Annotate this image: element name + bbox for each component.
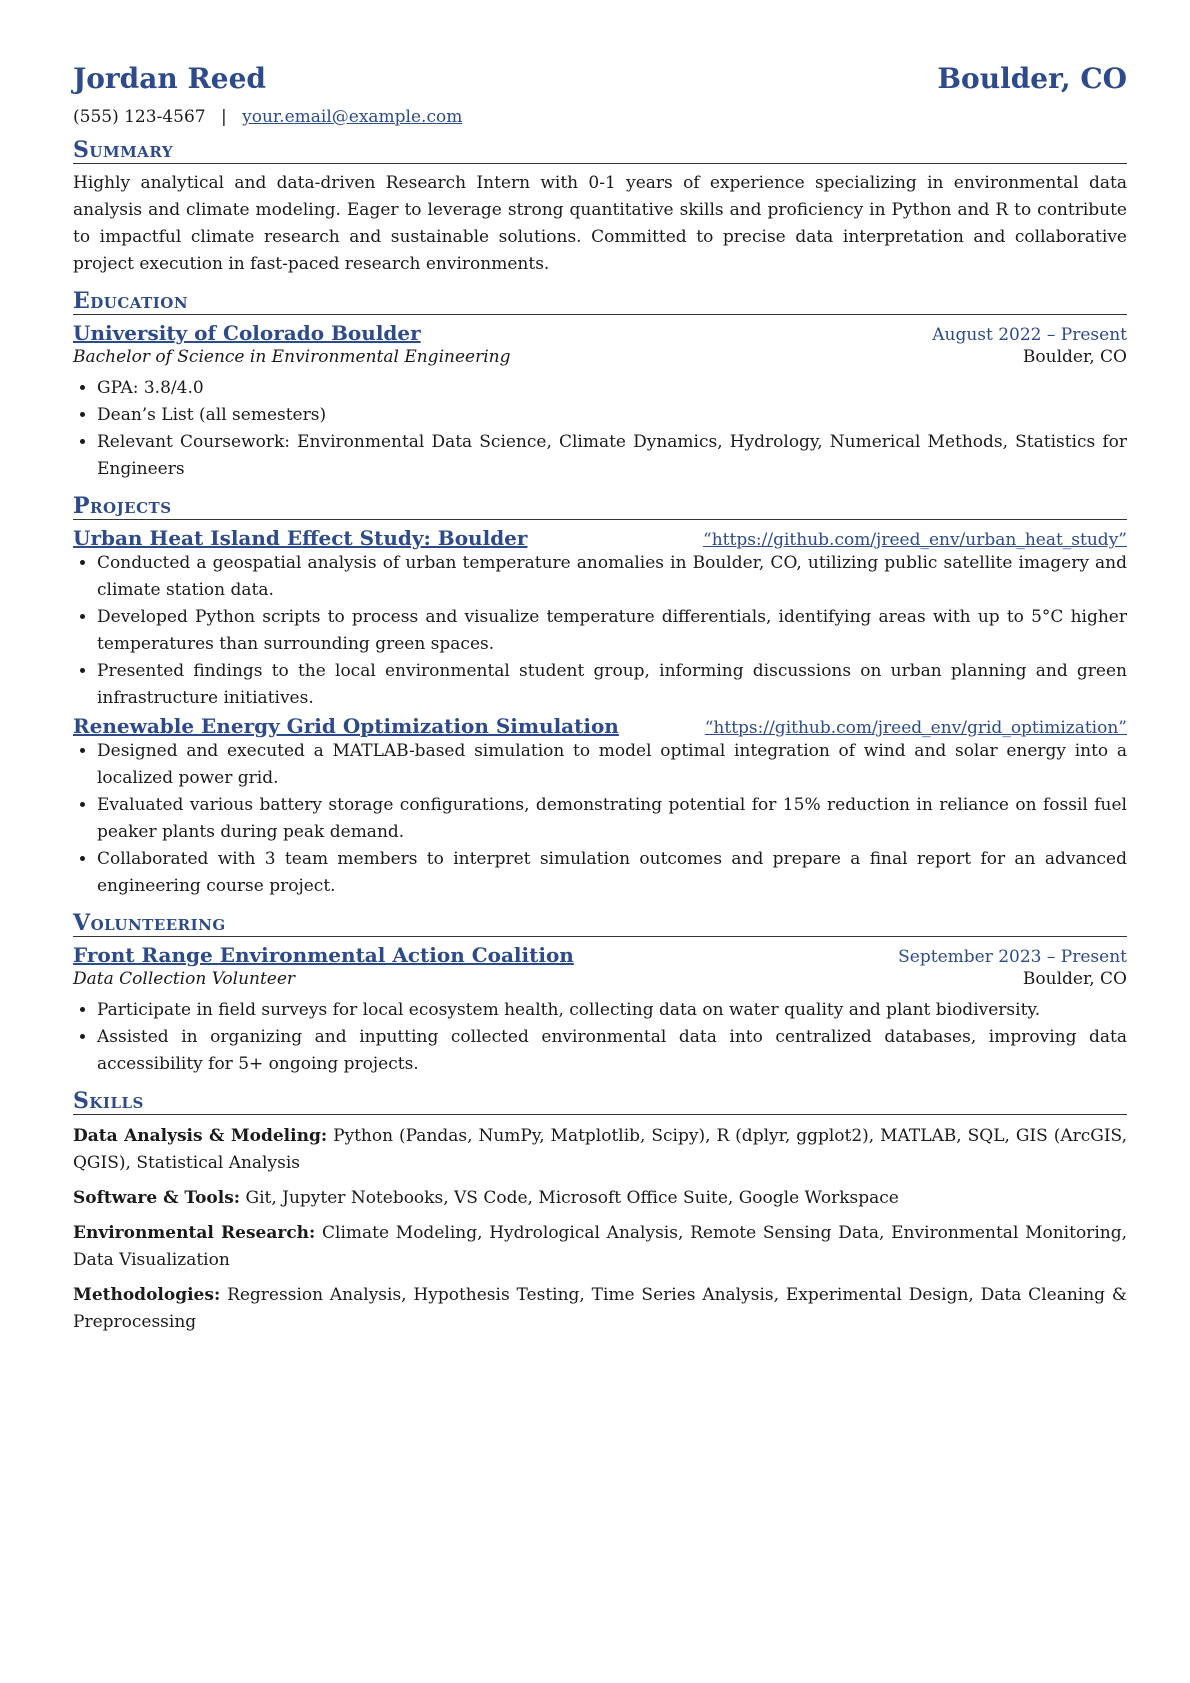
header-location: Boulder, CO bbox=[937, 62, 1127, 95]
list-item: • Dean’s List (all semesters) bbox=[97, 402, 1127, 429]
skill-label: Data Analysis & Modeling: bbox=[73, 1126, 328, 1146]
project-title[interactable]: Urban Heat Island Effect Study: Boulder bbox=[73, 526, 528, 550]
phone-number: (555) 123-4567 bbox=[73, 107, 206, 127]
school-name[interactable]: University of Colorado Boulder bbox=[73, 321, 421, 345]
list-item: • Relevant Coursework: Environmental Data Science, Climate Dynamics, Hydrology, Numerical Methods, Statistics for Engineers bbox=[97, 429, 1127, 483]
skill-line bbox=[73, 1123, 1127, 1177]
project-title[interactable]: Renewable Energy Grid Optimization Simulation bbox=[73, 714, 619, 738]
project-header bbox=[73, 714, 1127, 738]
education-entry-header bbox=[73, 321, 1127, 345]
list-item: • Developed Python scripts to process and visualize temperature differentials, identifying areas with up to 5°C higher temperatures than surrounding green spaces. bbox=[97, 604, 1127, 658]
skill-value: Python (Pandas, NumPy, Matplotlib, Scipy), R (dplyr, ggplot2), MATLAB, SQL, GIS (ArcGIS, QGIS), Statistical Analysis bbox=[73, 1126, 1128, 1173]
skill-line bbox=[73, 1282, 1127, 1336]
list-item: • Collaborated with 3 team members to interpret simulation outcomes and prepare a final report for an advanced engineering course project. bbox=[97, 846, 1127, 900]
list-item: • Participate in field surveys for local ecosystem health, collecting data on water quality and plant biodiversity. bbox=[97, 997, 1127, 1024]
skill-label: Environmental Research: bbox=[73, 1223, 316, 1243]
list-item: • Presented findings to the local environmental student group, informing discussions on urban planning and green infrastructure initiatives. bbox=[97, 658, 1127, 712]
volunteering-bullets bbox=[73, 997, 1127, 1078]
skill-value: Git, Jupyter Notebooks, VS Code, Microsoft Office Suite, Google Workspace bbox=[245, 1188, 899, 1208]
candidate-name: Jordan Reed bbox=[73, 62, 266, 95]
projects-heading: Projects bbox=[73, 493, 1127, 520]
list-item: • Designed and executed a MATLAB-based simulation to model optimal integration of wind and solar energy into a localized power grid. bbox=[97, 738, 1127, 792]
skills-heading: Skills bbox=[73, 1088, 1127, 1115]
education-subheader bbox=[73, 347, 1127, 367]
organization-name[interactable]: Front Range Environmental Action Coalition bbox=[73, 943, 574, 967]
summary-text: Highly analytical and data-driven Research Intern with 0-1 years of experience specializing in environmental data analysis and climate modeling. Eager to leverage strong quantitative skills and proficiency in Python and R to contribute to impactful climate research and sustainable solutions. Committed to precise data interpretation and collaborative project execution in fast-paced research environments. bbox=[73, 173, 1127, 274]
skill-label: Software & Tools: bbox=[73, 1188, 241, 1208]
education-bullets bbox=[73, 375, 1127, 483]
education-dates: August 2022 – Present bbox=[932, 325, 1127, 345]
skill-value: Regression Analysis, Hypothesis Testing, Time Series Analysis, Experimental Design, Data Cleaning & Preprocessing bbox=[73, 1285, 1128, 1332]
project-bullets bbox=[73, 550, 1127, 712]
volunteering-heading: Volunteering bbox=[73, 910, 1127, 937]
skill-line bbox=[73, 1185, 1127, 1212]
volunteering-dates: September 2023 – Present bbox=[898, 947, 1127, 967]
project-bullets bbox=[73, 738, 1127, 900]
volunteer-role: Data Collection Volunteer bbox=[73, 969, 296, 989]
summary-heading: Summary bbox=[73, 137, 1127, 164]
contact-separator: | bbox=[220, 107, 227, 127]
degree: Bachelor of Science in Environmental Engineering bbox=[73, 347, 511, 367]
volunteering-entry-header bbox=[73, 943, 1127, 967]
list-item: • Assisted in organizing and inputting collected environmental data into centralized databases, improving data accessibility for 5+ ongoing projects. bbox=[97, 1024, 1127, 1078]
list-item: • Conducted a geospatial analysis of urban temperature anomalies in Boulder, CO, utilizing public satellite imagery and climate station data. bbox=[97, 550, 1127, 604]
resume-header bbox=[73, 62, 1127, 95]
contact-line bbox=[73, 107, 1127, 127]
skill-label: Methodologies: bbox=[73, 1285, 221, 1305]
resume-page bbox=[73, 62, 1127, 1336]
list-item: • Evaluated various battery storage configurations, demonstrating potential for 15% reduction in reliance on fossil fuel peaker plants during peak demand. bbox=[97, 792, 1127, 846]
skill-line bbox=[73, 1220, 1127, 1274]
email-link[interactable]: your.email@example.com bbox=[242, 107, 463, 127]
project-header bbox=[73, 526, 1127, 550]
project-link[interactable]: “https://github.com/jreed_env/grid_optimization” bbox=[704, 718, 1127, 738]
education-heading: Education bbox=[73, 288, 1127, 315]
volunteering-subheader bbox=[73, 969, 1127, 989]
list-item: • GPA: 3.8/4.0 bbox=[97, 375, 1127, 402]
volunteering-location: Boulder, CO bbox=[1022, 969, 1127, 989]
education-location: Boulder, CO bbox=[1022, 347, 1127, 367]
project-link[interactable]: “https://github.com/jreed_env/urban_heat_study” bbox=[703, 530, 1127, 550]
skill-value: Climate Modeling, Hydrological Analysis, Remote Sensing Data, Environmental Monitoring, Data Visualization bbox=[73, 1223, 1127, 1270]
